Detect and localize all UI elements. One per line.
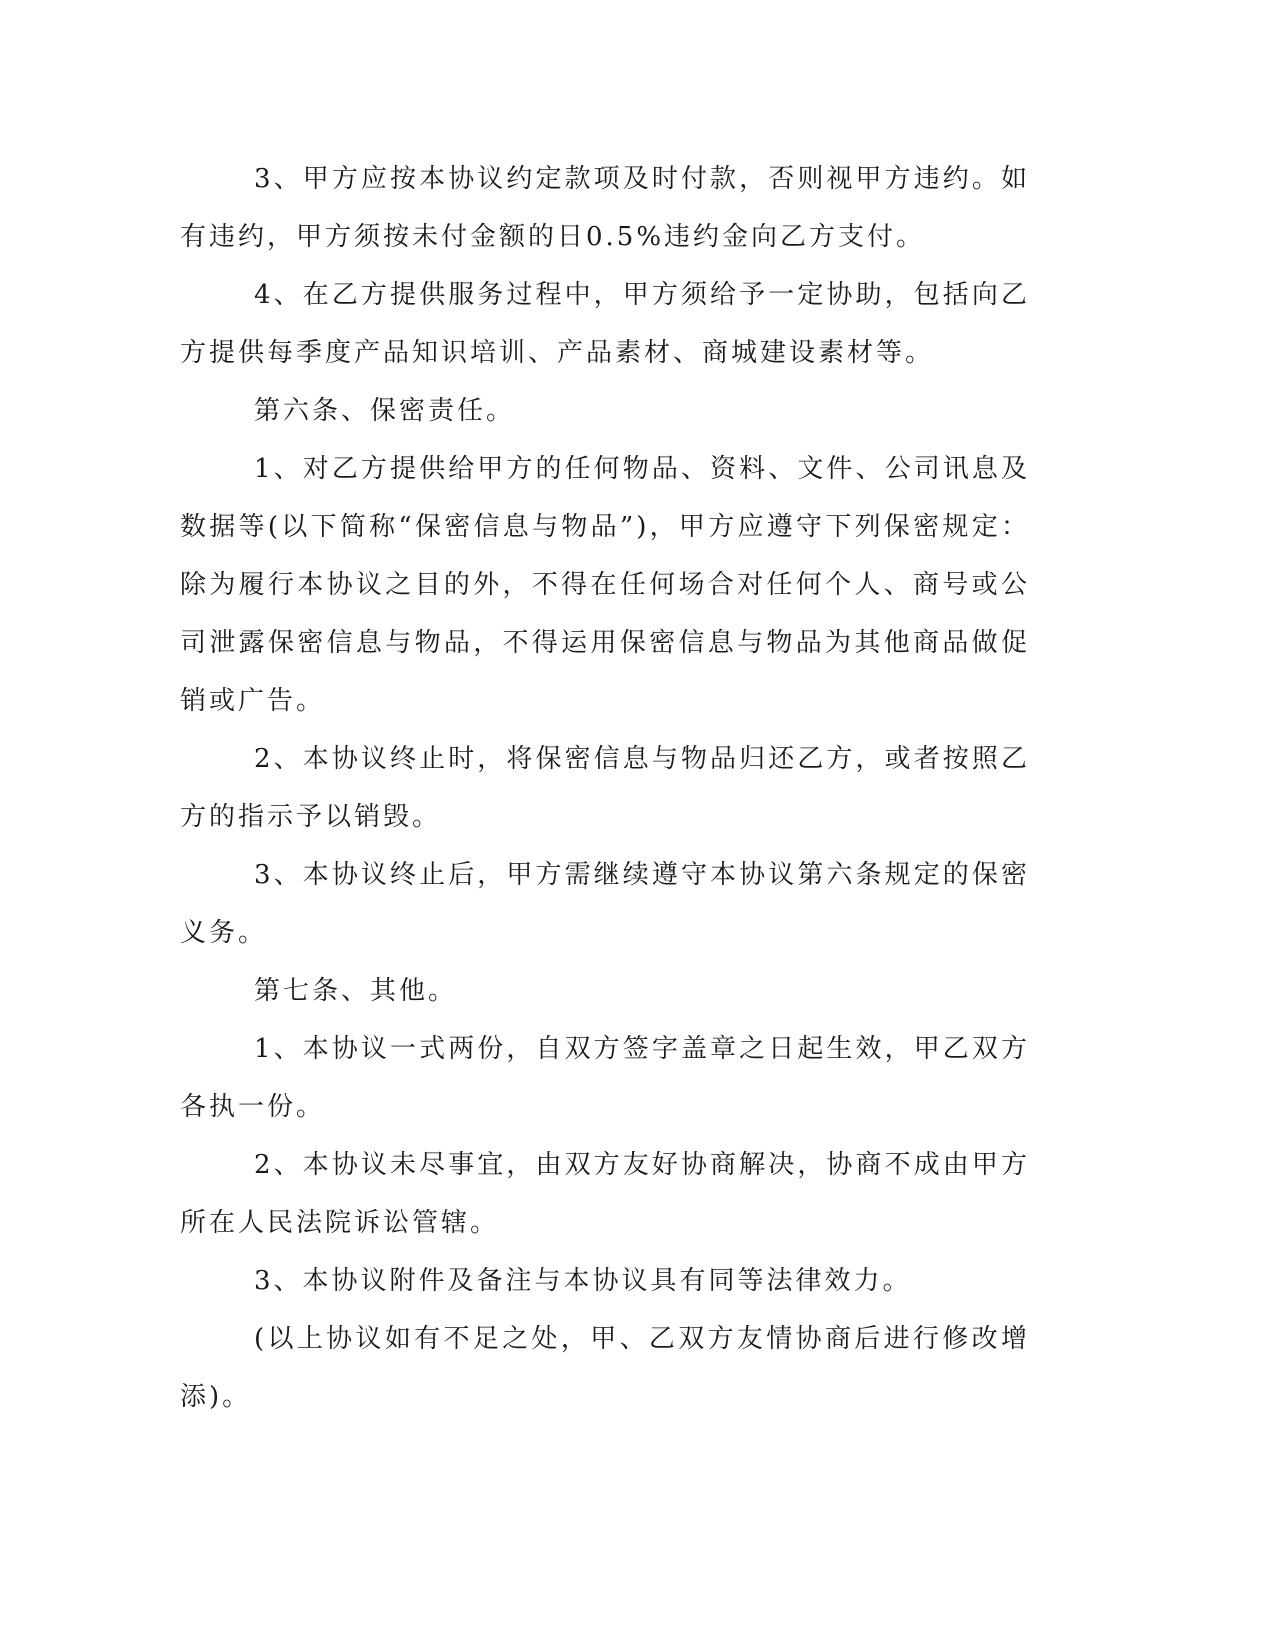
- section-heading-confidentiality: 第六条、保密责任。: [254, 396, 516, 426]
- paragraph-payment-clause: 3、甲方应按本协议约定款项及时付款，否则视甲方违约。如有违约，甲方须按未付金额的日0.5%违约金向乙方支付。: [180, 164, 1030, 252]
- paragraph-continued-obligation: 3、本协议终止后，甲方需继续遵守本协议第六条规定的保密义务。: [180, 860, 1030, 948]
- paragraph-amendment-note: (以上协议如有不足之处，甲、乙双方友情协商后进行修改增添)。: [180, 1324, 1030, 1412]
- paragraph-confidentiality-rules: 1、对乙方提供给甲方的任何物品、资料、文件、公司讯息及数据等(以下简称“保密信息与物品”)，甲方应遵守下列保密规定：除为履行本协议之目的外，不得在任何场合对任何个人、商号或公司泄露保密信息与物品，不得运用保密信息与物品为其他商品做促销或广告。: [180, 454, 1030, 716]
- document-page: [180, 150, 1030, 1426]
- paragraph-attachments-validity: 3、本协议附件及备注与本协议具有同等法律效力。: [254, 1266, 912, 1296]
- paragraph-copies-effective: 1、本协议一式两份，自双方签字盖章之日起生效，甲乙双方各执一份。: [180, 1034, 1030, 1122]
- paragraph-assistance-clause: 4、在乙方提供服务过程中，甲方须给予一定协助，包括向乙方提供每季度产品知识培训、产品素材、商城建设素材等。: [180, 280, 1030, 368]
- paragraph-return-materials: 2、本协议终止时，将保密信息与物品归还乙方，或者按照乙方的指示予以销毁。: [180, 744, 1030, 832]
- paragraph-dispute-resolution: 2、本协议未尽事宜，由双方友好协商解决，协商不成由甲方所在人民法院诉讼管辖。: [180, 1150, 1030, 1238]
- section-heading-other: 第七条、其他。: [254, 976, 458, 1006]
